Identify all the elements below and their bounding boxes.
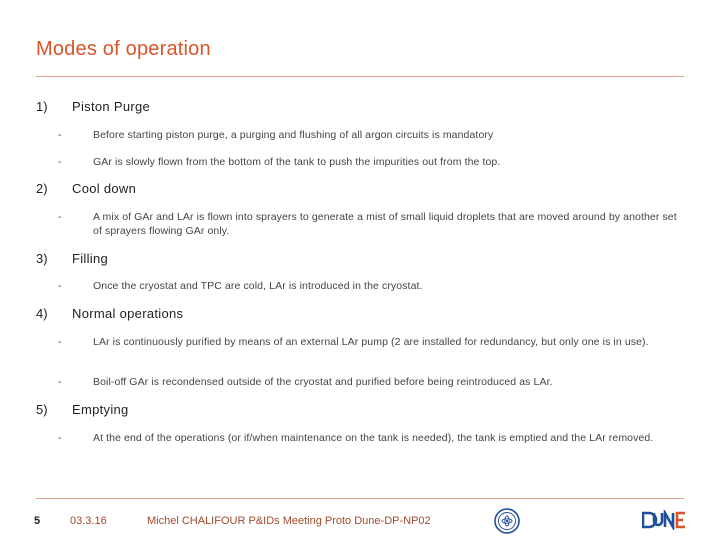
- section-heading: Normal operations: [72, 306, 184, 321]
- bullet-dash: -: [58, 336, 62, 348]
- bullet-dash: -: [58, 129, 62, 141]
- section-number: 2): [36, 181, 48, 196]
- page-number: 5: [34, 515, 41, 527]
- bullet-text: At the end of the operations (or if/when maintenance on the tank is needed), the tank is emptied and the LAr removed.: [93, 432, 654, 444]
- section-heading: Piston Purge: [72, 99, 151, 114]
- bullet-dash: -: [58, 376, 62, 388]
- bullet-dash: -: [58, 211, 62, 223]
- bullet-text: GAr is slowly flown from the bottom of the tank to push the impurities out from the top.: [93, 156, 501, 168]
- bullet-text: Once the cryostat and TPC are cold, LAr is introduced in the cryostat.: [93, 280, 423, 292]
- footer-date: 03.3.16: [70, 515, 107, 527]
- bullet-text: A mix of GAr and LAr is flown into sprayers to generate a mist of small liquid droplets that are moved around by another set of sprayers flowing GAr only.: [93, 211, 677, 237]
- dune-logo-icon: [642, 510, 686, 535]
- footer-divider: [36, 498, 684, 499]
- section-heading: Cool down: [72, 181, 137, 196]
- section-heading: Filling: [72, 251, 109, 266]
- title-divider: [36, 76, 684, 77]
- cern-seal-icon: [494, 508, 520, 539]
- bullet-text: Boil-off GAr is recondensed outside of the cryostat and purified before being reintroduced as LAr.: [93, 376, 553, 388]
- bullet-dash: -: [58, 156, 62, 168]
- section-number: 3): [36, 251, 48, 266]
- bullet-dash: -: [58, 432, 62, 444]
- footer-text: Michel CHALIFOUR P&IDs Meeting Proto Dune-DP-NP02: [147, 515, 431, 527]
- section-number: 4): [36, 306, 48, 321]
- section-number: 5): [36, 402, 48, 417]
- bullet-text: Before starting piston purge, a purging and flushing of all argon circuits is mandatory: [93, 129, 494, 141]
- slide-title: Modes of operation: [36, 38, 211, 60]
- bullet-dash: -: [58, 280, 62, 292]
- bullet-text: LAr is continuously purified by means of an external LAr pump (2 are installed for redundancy, but only one is in use).: [93, 336, 649, 348]
- section-number: 1): [36, 99, 48, 114]
- section-heading: Emptying: [72, 402, 129, 417]
